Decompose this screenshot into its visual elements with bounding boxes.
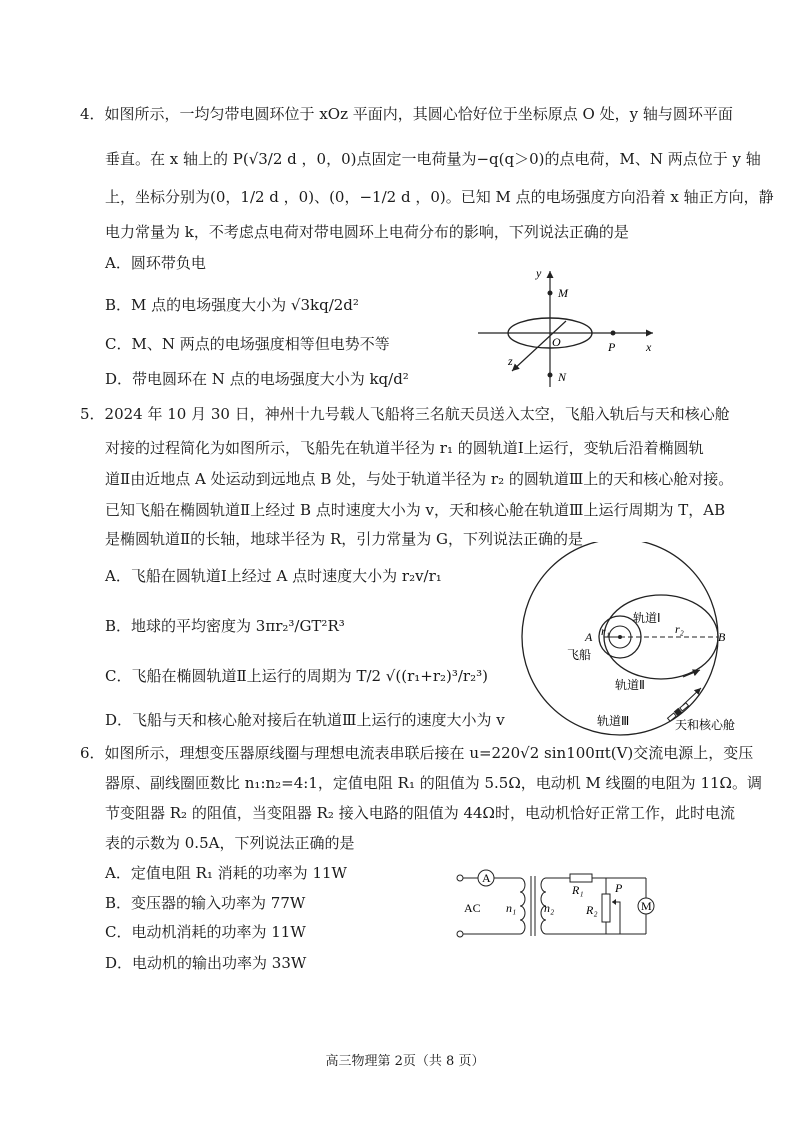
q6-label-n2: n₂ (544, 901, 555, 915)
q6-circuit (448, 862, 663, 947)
q5-label-r2: r₂ (675, 622, 684, 636)
q5-label-orbit3: 轨道Ⅲ (597, 714, 630, 728)
q6-label-ammeter: A (482, 871, 491, 885)
q5-label-r1: r₁ (601, 624, 610, 638)
q6-option-c: C．电动机消耗的功率为 11W (105, 923, 306, 941)
page-footer: 高三物理第 2页（共 8 页） (325, 1054, 485, 1069)
q6-label-n1: n₁ (506, 901, 517, 915)
q4-line-1: 4．如图所示，一均匀带电圆环位于 xOz 平面内，其圆心恰好位于坐标原点 O 处，y 轴与圆环平面 (80, 105, 733, 123)
q4-label-o: O (552, 335, 561, 349)
q6-line-2: 器原、副线圈匝数比 n₁:n₂=4:1，定值电阻 R₁ 的阻值为 5.5Ω，电动机 M 线圈的电阻为 11Ω。调 (105, 774, 762, 792)
q6-option-b: B．变压器的输入功率为 77W (105, 894, 306, 912)
q4-number: 4． (80, 105, 105, 123)
q5-line-3: 道Ⅱ由近地点 A 处运动到远地点 B 处，与处于轨道半径为 r₂ 的圆轨道Ⅲ上的天和核心舱对接。 (105, 470, 734, 488)
q4-figure (470, 265, 660, 395)
q5-option-c: C．飞船在椭圆轨道Ⅱ上运行的周期为 T/2 √((r₁+r₂)³/r₂³) (105, 667, 488, 685)
q6-number: 6． (80, 744, 105, 762)
q5-line-5: 是椭圆轨道Ⅱ的长轴，地球半径为 R，引力常量为 G，下列说法正确的是 (105, 530, 584, 548)
q5-label-ship: 飞船 (567, 648, 592, 662)
q4-label-p: P (608, 340, 616, 354)
q5-line-4: 已知飞船在椭圆轨道Ⅱ上经过 B 点时速度大小为 v，天和核心舱在轨道Ⅲ上运行周期为 T，AB (105, 501, 726, 519)
q4-option-d: D．带电圆环在 N 点的电场强度大小为 kq/d² (105, 370, 409, 388)
q4-point-p (611, 331, 616, 336)
q6-rheostat-r2 (602, 894, 610, 922)
q6-line-3: 节变阻器 R₂ 的阻值，当变阻器 R₂ 接入电路的阻值为 44Ω时，电动机恰好正常工作，此时电流 (105, 804, 735, 822)
q4-label-y: y (536, 266, 542, 280)
q5-number: 5． (80, 405, 105, 423)
q6-primary-coil (520, 878, 525, 934)
q4-point-m (548, 291, 553, 296)
q4-line-3: 上，坐标分别为(0，1/2 d ，0)、(0，−1/2 d ，0)。已知 M 点的电场强度方向沿着 x 轴正方向，静 (105, 188, 774, 206)
q4-label-x: x (646, 340, 652, 354)
q4-option-b: B．M 点的电场强度大小为 √3kq/2d² (105, 296, 359, 314)
q5-label-a: A (585, 630, 593, 644)
q6-option-d: D．电动机的输出功率为 33W (105, 954, 307, 972)
q5-orbit2-arrow (683, 670, 700, 677)
q5-option-d: D．飞船与天和核心舱对接后在轨道Ⅲ上运行的速度大小为 v (105, 711, 505, 729)
q6-terminal-top (457, 875, 463, 881)
q4-option-a: A．圆环带负电 (105, 254, 206, 272)
q5-option-a: A．飞船在圆轨道Ⅰ上经过 A 点时速度大小为 r₂v/r₁ (105, 567, 442, 585)
q5-label-b: B (718, 630, 726, 644)
q6-label-p: P (615, 881, 623, 895)
q6-line-1: 6．如图所示，理想变压器原线圈与理想电流表串联后接在 u=220√2 sin100πt(V)交流电源上，变压 (80, 744, 754, 762)
q4-option-c: C．M、N 两点的电场强度相等但电势不等 (105, 335, 390, 353)
q5-label-station: 天和核心舱 (675, 718, 736, 732)
q4-label-z: z (508, 354, 513, 368)
q5-line-2: 对接的过程简化为如图所示，飞船先在轨道半径为 r₁ 的圆轨道Ⅰ上运行，变轨后沿着椭圆轨 (105, 439, 704, 457)
q4-point-n (548, 373, 553, 378)
q5-option-b: B．地球的平均密度为 3πr₂³/GT²R³ (105, 617, 345, 635)
q6-label-r1: R₁ (572, 883, 584, 897)
q6-resistor-r1 (570, 874, 592, 882)
q6-line-4: 表的示数为 0.5A，下列说法正确的是 (105, 834, 355, 852)
q5-line-1: 5．2024 年 10 月 30 日，神州十九号载人飞船将三名航天员送入太空，飞船入轨后与天和核心舱 (80, 405, 730, 423)
q4-label-m: M (558, 286, 568, 300)
q6-label-r2: R₂ (586, 903, 598, 917)
q6-label-motor: M (641, 899, 652, 913)
q5-figure (515, 542, 780, 742)
q6-slider-tip (612, 899, 616, 905)
q4-label-n: N (558, 370, 567, 384)
q5-label-orbit1: 轨道Ⅰ (633, 611, 661, 625)
q4-line-2: 垂直。在 x 轴上的 P(√3/2 d ，0，0)点固定一电荷量为−q(q＞0)的点电荷，M、N 两点位于 y 轴 (105, 150, 761, 168)
q4-line-4: 电力常量为 k，不考虑点电荷对带电圆环上电荷分布的影响，下列说法正确的是 (105, 223, 629, 241)
q6-option-a: A．定值电阻 R₁ 消耗的功率为 11W (105, 864, 347, 882)
q5-label-orbit2: 轨道Ⅱ (615, 678, 645, 692)
q6-terminal-bottom (457, 931, 463, 937)
q6-label-ac: AC (464, 901, 481, 915)
